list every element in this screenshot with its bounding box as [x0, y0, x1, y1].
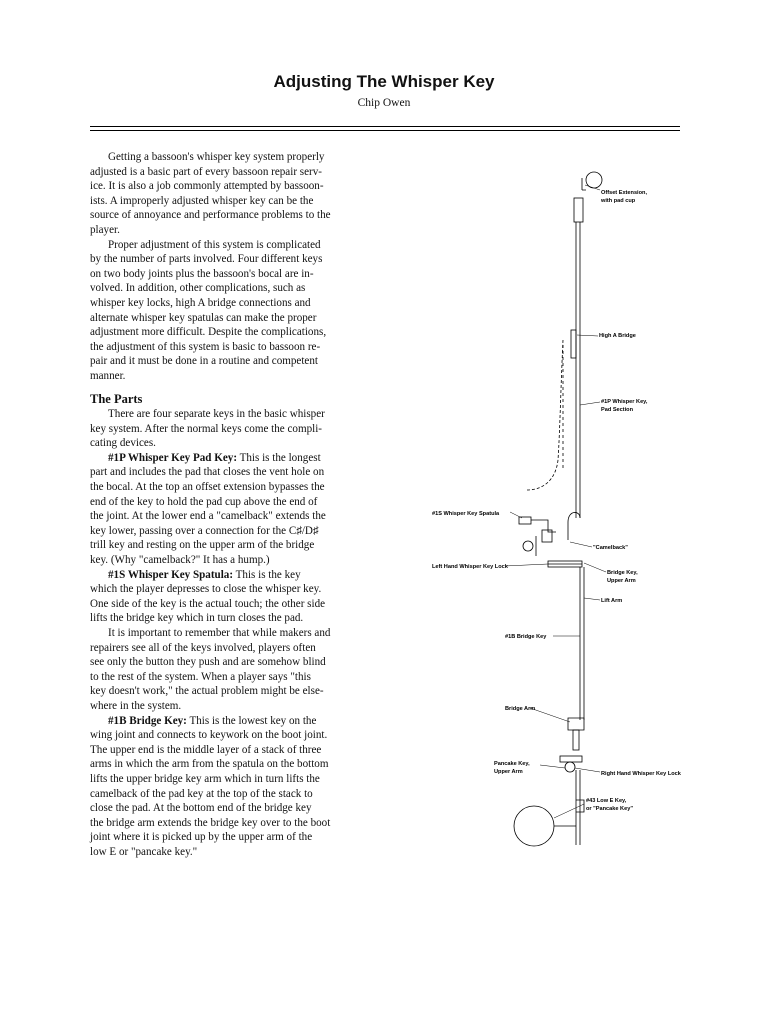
pancake-key-cup	[514, 806, 554, 846]
label-offset-extension: Offset Extension,	[601, 190, 648, 196]
label-bridge-key: #1B Bridge Key	[505, 634, 547, 640]
label-pad-section: #1P Whisper Key,	[601, 399, 648, 405]
high-a-bridge-shape	[571, 330, 576, 358]
label-pancake-upper-arm-sub: Upper Arm	[494, 769, 523, 775]
pancake-upper-arm-shape	[560, 756, 582, 762]
intro-paragraph: Getting a bassoon's whisper key system properly adjusted is a basic part of every bassoon repair serv- ice. It is also a job commonly attempted by bassoon- ists. A improperly adjusted whisper key can be the source of annoyance and performance problems to the player.	[90, 151, 331, 236]
spatula-dashed-path	[527, 340, 563, 490]
spatula-paragraph: #1S Whisper Key Spatula: This is the key which the player depresses to close the whisper key. One side of the key is the actual touch; the other side lifts the bridge key which in turn closes the pad.	[90, 568, 326, 625]
important-paragraph: It is important to remember that while makers and repairers see all of the keys involved, players often see only the button they push and are somehow blind to the rest of the system. When a player says "this key doesn't work," the actual problem might be else- where in the system.	[90, 627, 331, 712]
label-bridge-upper-arm: Bridge Key,	[607, 570, 638, 576]
spatula-heading: #1S Whisper Key Spatula:	[108, 568, 234, 581]
pad-key-paragraph: #1P Whisper Key Pad Key: This is the longest part and includes the pad that closes the vent hole on the bocal. At the top an offset extension bypasses the end of the key to hold the pad cup above the end of the joint. At the lower end a "camelback" extends the key lower, passing over a connection for the C♯/D♯ trill key and resting on the upper arm of the bridge key. (Why "camelback?" It has a hump.)	[90, 451, 326, 567]
parts-paragraph: There are four separate keys in the basic whisper key system. After the normal keys come the compli- cating devices.	[90, 408, 325, 450]
page-title: Adjusting The Whisper Key	[273, 72, 495, 91]
diagram-labels	[432, 190, 682, 812]
label-lh-lock: Left Hand Whisper Key Lock	[432, 564, 508, 570]
bridge-heading: #1B Bridge Key:	[108, 714, 187, 727]
label-bridge-upper-arm-sub: Upper Arm	[607, 578, 636, 584]
pad-key-top-post	[574, 198, 583, 222]
pad-cup-shape	[586, 172, 602, 188]
label-high-a-bridge: High A Bridge	[599, 333, 636, 339]
pad-key-heading: #1P Whisper Key Pad Key:	[108, 451, 238, 464]
spatula-shape	[519, 517, 531, 524]
author-name: Chip Owen	[357, 97, 411, 109]
label-camelback: "Camelback"	[593, 545, 628, 551]
bridge-paragraph: #1B Bridge Key: This is the lowest key on the wing joint and connects to keywork on the boot joint. The upper end is the middle layer of a stack of three arms in which the arm from the spatula on the bottom lifts the upper bridge key arm which in turn lifts the camelback of the pad key at the top of the stack to close the pad. At the bottom end of the bridge key the bridge arm extends the bridge key over to the boot joint where it is picked up by the upper arm of the low E or "pancake key."	[90, 714, 331, 858]
label-lift-arm: Lift Arm	[601, 598, 623, 604]
offset-extension-shape	[582, 178, 586, 190]
label-low-e-sub: or "Pancake Key"	[586, 806, 633, 812]
label-pad-section-sub: Pad Section	[601, 407, 634, 413]
label-pancake-upper-arm: Pancake Key,	[494, 761, 530, 767]
label-low-e: #43 Low E Key,	[586, 798, 627, 804]
bridge-arm-shape	[568, 718, 584, 730]
camelback-shape	[568, 512, 580, 540]
label-spatula: #1S Whisper Key Spatula	[432, 511, 500, 517]
label-offset-extension-sub: with pad cup	[601, 198, 636, 204]
complication-paragraph: Proper adjustment of this system is complicated by the number of parts involved. Four different keys on two body joints plus the bassoon's bocal are in- volved. In addition, other complications, such as whisper key locks, high A bridge connections and alternate whisper key spatulas can make the proper adjustment more difficult. Despite the complications, the adjustment of this system is basic to bassoon re- pair and it must be done in a routine and competent manner.	[90, 238, 327, 382]
pancake-post	[573, 730, 579, 750]
section-heading: The Parts	[90, 391, 143, 406]
label-rh-lock: Right Hand Whisper Key Lock	[601, 771, 681, 777]
rh-lock-circle	[565, 762, 575, 772]
label-bridge-arm: Bridge Arm	[505, 706, 536, 712]
lh-lock-circle	[523, 541, 533, 551]
